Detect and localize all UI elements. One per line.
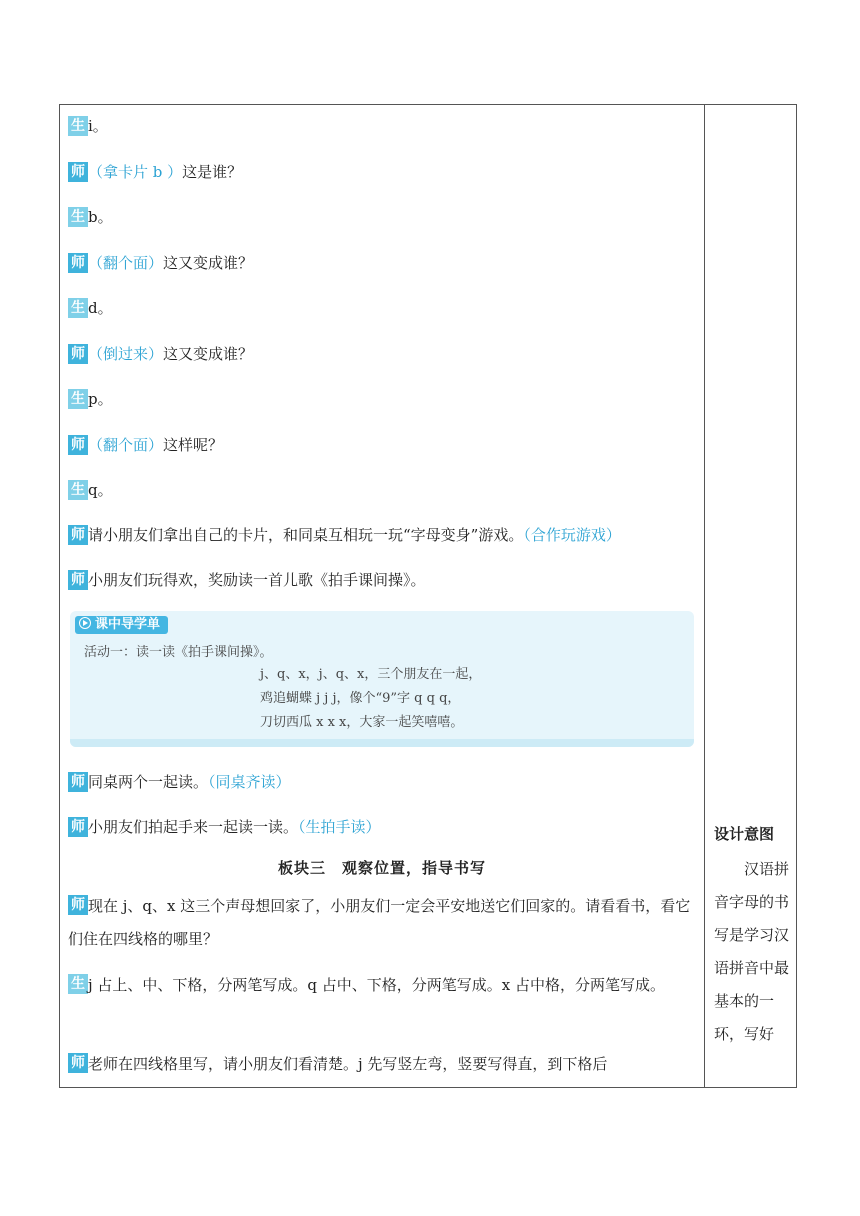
student-icon: 生 <box>68 389 88 409</box>
card-activity: 活动一：读一读《拍手课间操》。 <box>84 645 273 660</box>
dialogue-text: 同桌两个一起读。 <box>88 773 209 791</box>
dialogue-row <box>68 116 108 136</box>
card-header <box>75 616 168 634</box>
stage-note: （翻个面） <box>88 254 164 272</box>
rhyme-line: j、q、x，j、q、x，三个朋友在一起， <box>260 667 482 682</box>
dialogue-text: i。 <box>88 117 108 135</box>
dialogue-row <box>68 207 113 227</box>
dialogue-text: q。 <box>88 481 113 499</box>
dialogue-text: 这又变成谁？ <box>163 254 254 272</box>
dialogue-row <box>68 435 223 455</box>
card-bottom-bar <box>70 739 694 747</box>
dialogue-text: b。 <box>88 208 113 226</box>
dialogue-row <box>68 817 381 837</box>
teacher-icon: 师 <box>68 570 88 590</box>
teacher-icon: 师 <box>68 817 88 837</box>
section-title: 板块三 观察位置，指导书写 <box>277 859 486 877</box>
teacher-icon: 师 <box>68 895 88 915</box>
dialogue-row <box>68 298 113 318</box>
dialogue-text: 请小朋友们拿出自己的卡片，和同桌互相玩一玩“字母变身”游戏。 <box>88 526 524 544</box>
main-column <box>60 105 704 1087</box>
dialogue-row <box>68 344 253 364</box>
teacher-icon: 师 <box>68 772 88 792</box>
stage-note: （生拍手读） <box>298 818 381 836</box>
dialogue-row <box>68 772 291 792</box>
dialogue-row <box>68 525 621 545</box>
rhyme-line: 刀切西瓜 x x x，大家一起笑嘻嘻。 <box>260 715 464 730</box>
paragraph-text: j 占上、中、下格，分两笔写成。q 占中、下格，分两笔写成。x 占中格，分两笔写成。 <box>88 976 666 994</box>
play-icon <box>79 617 91 629</box>
student-icon: 生 <box>68 298 88 318</box>
paragraph-text: 现在 j、q、x 这三个声母想回家了，小朋友们一定会平安地送它们回家的。请看看书，看它们住在四线格的哪里？ <box>68 897 691 948</box>
student-icon: 生 <box>68 480 88 500</box>
dialogue-row <box>68 253 253 273</box>
stage-note: （拿卡片 b ） <box>88 163 183 181</box>
dialogue-text: 小朋友们玩得欢，奖励读一首儿歌《拍手课间操》。 <box>88 571 426 589</box>
teacher-icon: 师 <box>68 162 88 182</box>
card-header-text: 课中导学单 <box>95 617 161 632</box>
student-icon: 生 <box>68 974 88 994</box>
stage-note: （合作玩游戏） <box>523 526 621 544</box>
dialogue-row <box>68 162 242 182</box>
teacher-icon: 师 <box>68 253 88 273</box>
dialogue-text: p。 <box>88 390 113 408</box>
teacher-icon: 师 <box>68 525 88 545</box>
teacher-icon: 师 <box>68 1053 88 1073</box>
dialogue-row <box>68 570 426 590</box>
teacher-icon: 师 <box>68 435 88 455</box>
guide-card <box>70 611 694 747</box>
dialogue-row <box>68 480 113 500</box>
stage-note: （倒过来） <box>88 345 164 363</box>
stage-note: （翻个面） <box>88 436 164 454</box>
student-icon: 生 <box>68 207 88 227</box>
dialogue-text: 这样呢？ <box>163 436 224 454</box>
teacher-icon: 师 <box>68 344 88 364</box>
rhyme-line: 鸡追蝴蝶 j j j，像个“9”字 q q q， <box>260 691 461 706</box>
side-column <box>705 105 797 1087</box>
dialogue-text: d。 <box>88 299 113 317</box>
student-icon: 生 <box>68 116 88 136</box>
paragraph-text: 老师在四线格里写，请小朋友们看清楚。j 先写竖左弯，竖要写得直，到下格后 <box>88 1055 608 1073</box>
dialogue-text: 小朋友们拍起手来一起读一读。 <box>88 818 299 836</box>
paragraph <box>68 969 698 1002</box>
stage-note: （同桌齐读） <box>208 773 291 791</box>
paragraph <box>68 1048 698 1081</box>
lesson-table <box>59 104 797 1088</box>
design-intent-title: 设计意图 <box>714 825 775 843</box>
dialogue-row <box>68 389 113 409</box>
dialogue-text: 这又变成谁？ <box>163 345 254 363</box>
design-intent-text: 汉语拼音字母的书写是学习汉语拼音中最基本的一环，写好 <box>714 860 790 1043</box>
dialogue-text: 这是谁？ <box>182 163 243 181</box>
paragraph <box>68 890 698 956</box>
